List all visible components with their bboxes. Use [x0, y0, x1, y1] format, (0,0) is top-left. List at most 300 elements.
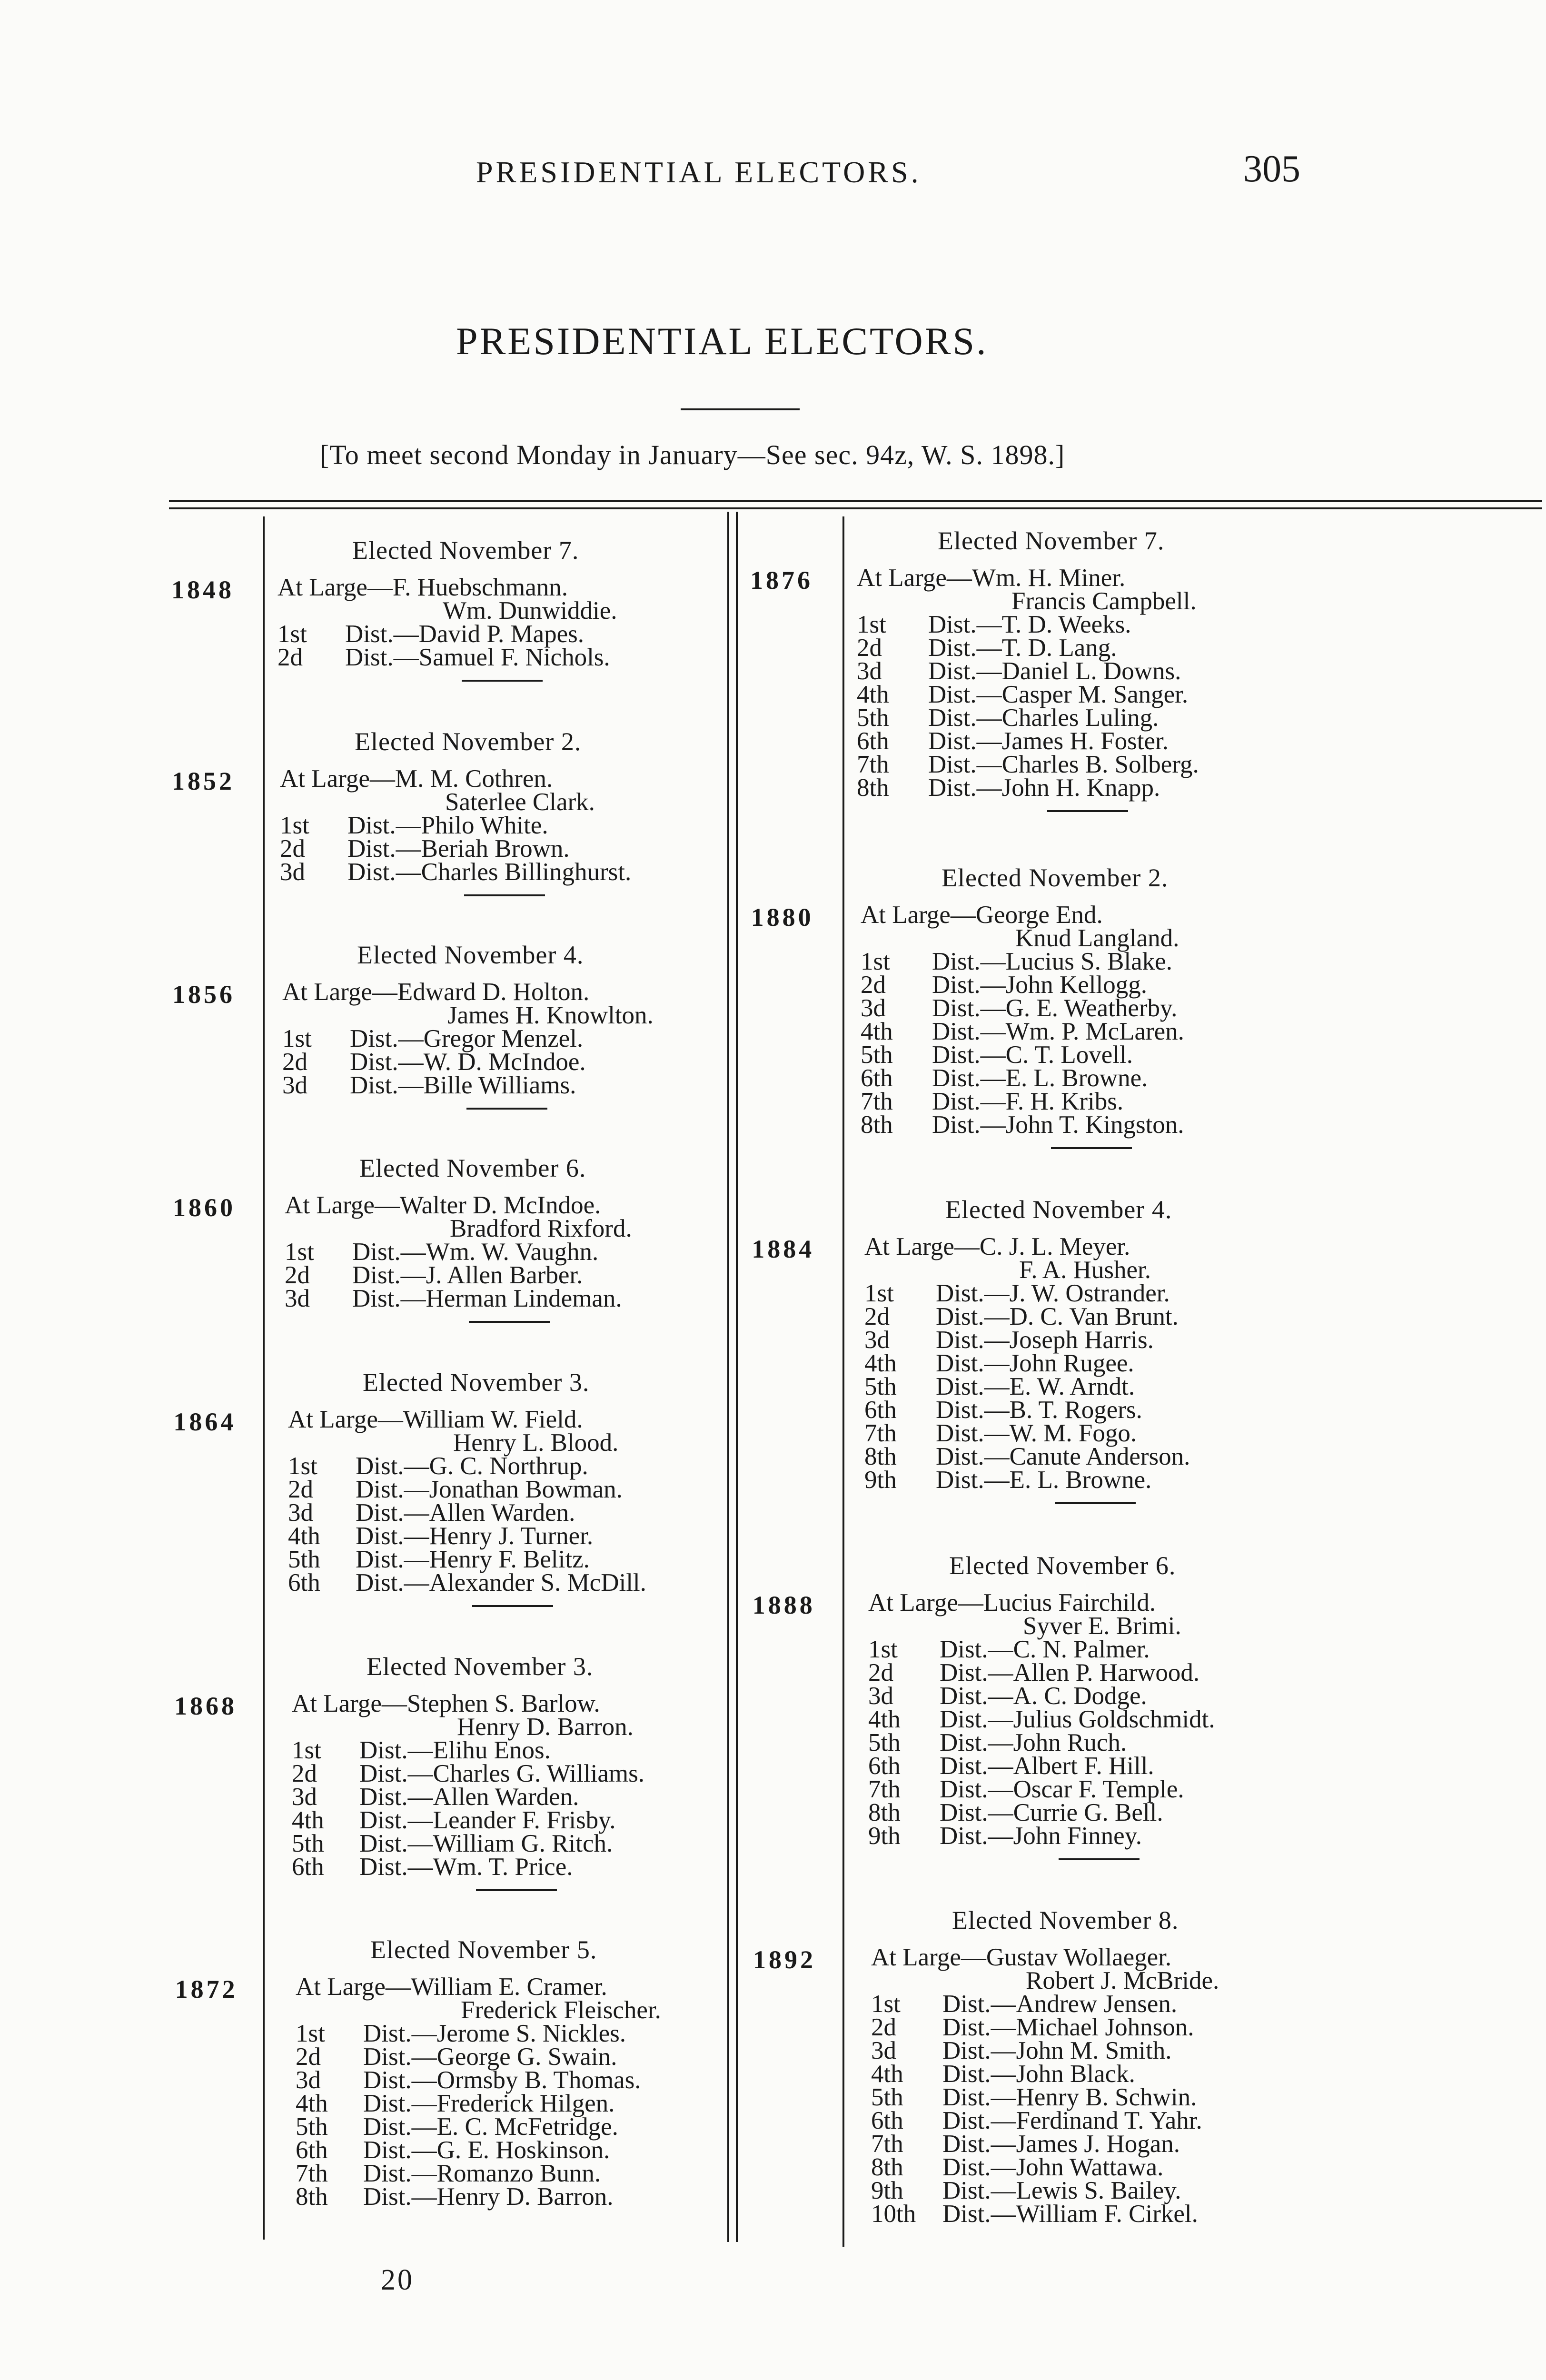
at-large-row [857, 587, 1199, 615]
top-double-rule-upper [169, 500, 1542, 502]
district-row [861, 994, 1184, 1022]
at-large-elector: Henry D. Barron. [457, 1713, 634, 1741]
district-row [861, 1064, 1184, 1092]
district-number: 2d [292, 1760, 317, 1787]
district-elector: Dist.—Bille Williams. [350, 1071, 576, 1099]
district-elector: Dist.—C. N. Palmer. [940, 1636, 1150, 1663]
district-number: 9th [864, 1466, 897, 1494]
district-elector: Dist.—E. L. Browne. [936, 1466, 1152, 1494]
election-heading: Elected November 6. [359, 1154, 586, 1182]
district-row [282, 1071, 654, 1099]
district-row [861, 1090, 1184, 1113]
district-row [868, 1682, 1215, 1710]
district-row [864, 1349, 1190, 1377]
center-divider-left [727, 512, 729, 2242]
at-large-row [857, 566, 1199, 590]
district-elector: Dist.—Wm. P. McLaren. [932, 1018, 1184, 1045]
district-row [864, 1398, 1190, 1422]
at-large-label: At Large— [282, 978, 397, 1006]
district-row [857, 776, 1199, 800]
district-elector: Dist.—E. L. Browne. [932, 1064, 1148, 1092]
district-number: 9th [868, 1822, 901, 1850]
district-number: 4th [296, 2090, 328, 2117]
at-large-label: At Large— [861, 901, 976, 929]
district-elector: Dist.—Ormsby B. Thomas. [363, 2066, 641, 2094]
at-large-label: At Large— [288, 1406, 403, 1433]
at-large-label: At Large— [868, 1589, 983, 1616]
signature-mark: 20 [381, 2264, 414, 2296]
district-elector: Dist.—Wm. T. Price. [359, 1853, 573, 1881]
at-large-row [296, 1975, 661, 1999]
district-row [288, 1501, 646, 1525]
page-title: PRESIDENTIAL ELECTORS. [456, 319, 988, 363]
district-row [292, 1855, 644, 1879]
district-elector: Dist.—William G. Ritch. [359, 1830, 613, 1857]
at-large-row [868, 1612, 1215, 1640]
district-elector: Dist.—John H. Knapp. [928, 774, 1160, 802]
district-number: 2d [285, 1261, 310, 1289]
district-elector: Dist.—Ferdinand T. Yahr. [942, 2107, 1202, 2134]
district-elector: Dist.—Romanzo Bunn. [363, 2160, 601, 2187]
at-large-elector: William E. Cramer. [410, 1973, 607, 2001]
district-row [296, 2022, 661, 2045]
election-heading: Elected November 8. [952, 1906, 1179, 1934]
district-row [282, 1048, 654, 1076]
district-number: 1st [280, 812, 309, 839]
election-year: 1868 [174, 1692, 237, 1720]
district-number: 2d [861, 971, 886, 999]
district-row [296, 2066, 661, 2094]
section-rule [466, 1108, 547, 1110]
at-large-elector: Frederick Fleischer. [461, 1996, 661, 2024]
district-elector: Dist.—Henry B. Schwin. [942, 2083, 1197, 2111]
at-large-label: At Large— [277, 574, 393, 601]
district-elector: Dist.—William F. Cirkel. [942, 2200, 1198, 2228]
district-elector: Dist.—G. C. Northrup. [356, 1452, 588, 1480]
district-row [857, 706, 1199, 730]
district-elector: Dist.—Albert F. Hill. [940, 1752, 1154, 1780]
district-number: 6th [861, 1064, 893, 1092]
district-row [288, 1571, 646, 1595]
district-number: 1st [861, 948, 890, 975]
district-number: 3d [288, 1499, 313, 1527]
district-number: 7th [871, 2130, 903, 2158]
section-rule [472, 1605, 553, 1607]
election-year: 1892 [753, 1945, 816, 1974]
district-row [871, 2013, 1219, 2041]
election-heading: Elected November 3. [363, 1368, 590, 1397]
district-row [292, 1736, 644, 1764]
district-row [292, 1806, 644, 1834]
at-large-label: At Large— [296, 1973, 411, 2001]
district-number: 8th [296, 2183, 328, 2211]
district-elector: Dist.—D. C. Van Brunt. [936, 1303, 1179, 1330]
election-year: 1876 [750, 566, 813, 595]
district-number: 2d [868, 1659, 893, 1686]
district-row [861, 973, 1184, 997]
district-number: 7th [857, 751, 889, 778]
at-large-elector: F. A. Husher. [1019, 1256, 1151, 1284]
district-elector: Dist.—Allen Warden. [356, 1499, 575, 1527]
district-number: 5th [868, 1729, 901, 1756]
at-large-elector: Knud Langland. [1015, 924, 1179, 952]
district-elector: Dist.—Currie G. Bell. [940, 1799, 1163, 1826]
election-year: 1856 [172, 980, 235, 1009]
district-number: 3d [861, 994, 886, 1022]
district-elector: Dist.—Alexander S. McDill. [356, 1569, 646, 1597]
district-number: 5th [857, 704, 889, 732]
at-large-row [864, 1256, 1190, 1284]
district-row [864, 1375, 1190, 1398]
at-large-elector: Wm. Dunwiddie. [443, 597, 617, 625]
district-number: 6th [857, 727, 889, 755]
district-row [864, 1419, 1190, 1447]
district-number: 1st [288, 1452, 317, 1480]
district-elector: Dist.—Jonathan Bowman. [356, 1476, 623, 1503]
district-elector: Dist.—Jerome S. Nickles. [363, 2020, 626, 2047]
district-number: 3d [868, 1682, 893, 1710]
district-number: 6th [868, 1752, 901, 1780]
district-row [871, 2202, 1219, 2226]
district-row [292, 1832, 644, 1855]
electors-list [296, 1975, 661, 2209]
district-elector: Dist.—Michael Johnson. [942, 2013, 1194, 2041]
district-elector: Dist.—John T. Kingston. [932, 1111, 1184, 1139]
at-large-elector: William W. Field. [403, 1406, 583, 1433]
electors-list [871, 1946, 1219, 2226]
district-elector: Dist.—Joseph Harris. [936, 1326, 1154, 1354]
at-large-label: At Large— [864, 1233, 980, 1260]
election-heading: Elected November 4. [945, 1195, 1172, 1224]
subtitle-note: [To meet second Monday in January—See sec. 94z, W. S. 1898.] [320, 439, 1065, 470]
district-row [857, 727, 1199, 755]
at-large-elector: Francis Campbell. [1011, 587, 1197, 615]
at-large-row [280, 767, 631, 791]
district-elector: Dist.—John Rugee. [936, 1349, 1134, 1377]
district-elector: Dist.—Julius Goldschmidt. [940, 1706, 1215, 1733]
section-rule [1055, 1502, 1136, 1504]
district-elector: Dist.—Lewis S. Bailey. [942, 2177, 1181, 2204]
district-row [871, 2109, 1219, 2132]
district-elector: Dist.—Allen Warden. [359, 1783, 579, 1811]
electors-list [292, 1692, 644, 1879]
district-elector: Dist.—Henry J. Turner. [356, 1522, 594, 1550]
electors-list [868, 1591, 1215, 1848]
district-row [868, 1801, 1215, 1825]
district-row [857, 657, 1199, 685]
district-elector: Dist.—James H. Foster. [928, 727, 1169, 755]
district-row [292, 1785, 644, 1809]
district-number: 4th [868, 1706, 901, 1733]
district-number: 1st [277, 620, 307, 648]
election-year: 1852 [172, 767, 235, 795]
at-large-elector: Stephen S. Barlow. [406, 1690, 600, 1717]
district-row [282, 1027, 654, 1051]
district-elector: Dist.—Charles B. Solberg. [928, 751, 1199, 778]
district-row [280, 814, 631, 837]
district-row [280, 837, 631, 861]
district-elector: Dist.—W. M. Fogo. [936, 1419, 1137, 1447]
district-row [296, 2162, 661, 2185]
district-elector: Dist.—John Black. [942, 2060, 1135, 2088]
district-number: 1st [864, 1279, 894, 1307]
district-number: 6th [864, 1396, 897, 1424]
at-large-elector: George End. [975, 901, 1103, 929]
at-large-label: At Large— [280, 765, 395, 793]
at-large-elector: Walter D. McIndoe. [399, 1191, 601, 1219]
district-row [864, 1279, 1190, 1307]
district-number: 7th [861, 1088, 893, 1115]
at-large-row [277, 599, 617, 623]
at-large-row [864, 1235, 1190, 1259]
district-row [296, 2092, 661, 2115]
district-elector: Dist.—John M. Smith. [942, 2037, 1172, 2064]
district-elector: Dist.—John Kellogg. [932, 971, 1147, 999]
at-large-elector: M. M. Cothren. [395, 765, 553, 793]
section-rule [1047, 810, 1128, 812]
district-row [285, 1287, 632, 1310]
district-number: 1st [296, 2020, 325, 2047]
district-row [871, 2039, 1219, 2063]
district-elector: Dist.—Elihu Enos. [359, 1736, 551, 1764]
district-number: 8th [861, 1111, 893, 1139]
district-number: 2d [277, 644, 303, 671]
district-number: 8th [868, 1799, 901, 1826]
at-large-elector: C. J. L. Meyer. [979, 1233, 1130, 1260]
election-year: 1864 [173, 1408, 237, 1436]
at-large-row [288, 1408, 646, 1431]
district-row [288, 1452, 646, 1480]
district-number: 3d [871, 2037, 896, 2064]
right-year-divider [842, 516, 844, 2247]
at-large-row [871, 1969, 1219, 1993]
district-elector: Dist.—A. C. Dodge. [940, 1682, 1147, 1710]
at-large-row [277, 576, 617, 599]
at-large-elector: Gustav Wollaeger. [986, 1944, 1172, 1971]
at-large-label: At Large— [871, 1944, 986, 1971]
district-number: 1st [292, 1736, 321, 1764]
electors-list [277, 576, 617, 669]
district-elector: Dist.—John Ruch. [940, 1729, 1127, 1756]
district-elector: Dist.—John Finney. [940, 1822, 1142, 1850]
district-row [857, 636, 1199, 660]
district-elector: Dist.—G. E. Weatherby. [932, 994, 1178, 1022]
district-number: 1st [868, 1636, 898, 1663]
district-elector: Dist.—Casper M. Sanger. [928, 681, 1189, 708]
section-rule [469, 1321, 550, 1323]
section-rule [476, 1889, 557, 1891]
district-elector: Dist.—Herman Lindeman. [352, 1285, 622, 1312]
at-large-row [280, 788, 631, 816]
district-elector: Dist.—J. W. Ostrander. [936, 1279, 1170, 1307]
district-elector: Dist.—F. H. Kribs. [932, 1088, 1124, 1115]
district-number: 7th [864, 1419, 897, 1447]
district-number: 3d [292, 1783, 317, 1811]
at-large-row [292, 1713, 644, 1741]
district-row [288, 1478, 646, 1501]
election-heading: Elected November 3. [367, 1652, 594, 1681]
electors-list [288, 1408, 646, 1595]
district-number: 1st [282, 1025, 312, 1052]
center-divider-right [736, 512, 738, 2242]
district-elector: Dist.—B. T. Rogers. [936, 1396, 1142, 1424]
district-elector: Dist.—Lucius S. Blake. [932, 948, 1172, 975]
election-heading: Elected November 2. [941, 863, 1169, 892]
district-elector: Dist.—Beriah Brown. [347, 835, 570, 863]
district-elector: Dist.—John Wattawa. [942, 2153, 1164, 2181]
election-year: 1872 [175, 1975, 238, 2003]
district-elector: Dist.—C. T. Lovell. [932, 1041, 1133, 1069]
district-number: 2d [288, 1476, 313, 1503]
district-number: 2d [857, 634, 882, 662]
district-elector: Dist.—Samuel F. Nichols. [345, 644, 610, 671]
district-row [868, 1731, 1215, 1755]
at-large-elector: James H. Knowlton. [447, 1002, 654, 1029]
district-number: 3d [285, 1285, 310, 1312]
district-elector: Dist.—Leander F. Frisby. [359, 1806, 616, 1834]
district-elector: Dist.—Wm. W. Vaughn. [352, 1238, 599, 1266]
district-number: 6th [292, 1853, 324, 1881]
district-row [871, 2060, 1219, 2088]
election-heading: Elected November 4. [357, 941, 584, 969]
district-number: 4th [292, 1806, 324, 1834]
at-large-row [285, 1191, 632, 1219]
district-elector: Dist.—Daniel L. Downs. [928, 657, 1181, 685]
district-row [861, 1020, 1184, 1043]
election-heading: Elected November 2. [355, 727, 582, 756]
district-row [868, 1752, 1215, 1780]
district-row [296, 2045, 661, 2069]
district-row [868, 1638, 1215, 1661]
district-row [296, 2115, 661, 2139]
district-row [871, 2083, 1219, 2111]
district-elector: Dist.—E. W. Arndt. [936, 1373, 1135, 1400]
district-number: 7th [868, 1775, 901, 1803]
district-elector: Dist.—Canute Anderson. [936, 1443, 1190, 1470]
district-row [292, 1762, 644, 1785]
left-year-divider [263, 516, 265, 2240]
district-row [871, 2132, 1219, 2156]
district-elector: Dist.—Andrew Jensen. [942, 1990, 1178, 2018]
electors-list [282, 978, 654, 1099]
district-number: 5th [296, 2113, 328, 2141]
at-large-row [861, 924, 1184, 952]
district-number: 4th [288, 1522, 320, 1550]
election-year: 1880 [751, 903, 814, 932]
district-row [868, 1708, 1215, 1731]
district-row [864, 1326, 1190, 1354]
district-number: 5th [292, 1830, 324, 1857]
district-number: 4th [871, 2060, 903, 2088]
district-number: 6th [288, 1569, 320, 1597]
district-number: 1st [857, 611, 886, 638]
district-row [864, 1445, 1190, 1468]
at-large-elector: Henry L. Blood. [453, 1429, 619, 1457]
district-number: 3d [864, 1326, 890, 1354]
district-number: 5th [871, 2083, 903, 2111]
district-number: 5th [288, 1546, 320, 1573]
district-number: 6th [296, 2136, 328, 2164]
district-number: 10th [871, 2200, 916, 2228]
at-large-row [282, 978, 654, 1006]
district-row [277, 620, 617, 648]
at-large-row [285, 1217, 632, 1240]
district-row [871, 2153, 1219, 2181]
at-large-elector: F. Huebschmann. [392, 574, 568, 601]
district-number: 2d [871, 2013, 896, 2041]
district-number: 3d [296, 2066, 321, 2094]
election-year: 1860 [173, 1193, 236, 1222]
district-number: 3d [280, 858, 305, 886]
district-elector: Dist.—Henry D. Barron. [363, 2183, 614, 2211]
district-number: 8th [871, 2153, 903, 2181]
district-row [871, 1990, 1219, 2018]
district-elector: Dist.—G. E. Hoskinson. [363, 2136, 610, 2164]
district-number: 5th [861, 1041, 893, 1069]
election-heading: Elected November 7. [938, 526, 1165, 555]
district-number: 2d [296, 2043, 321, 2071]
at-large-elector: Saterlee Clark. [445, 788, 595, 816]
election-year: 1884 [752, 1235, 815, 1263]
running-header-title: PRESIDENTIAL ELECTORS. [476, 155, 922, 189]
district-row [857, 753, 1199, 776]
district-row [288, 1522, 646, 1550]
district-number: 2d [280, 835, 305, 863]
district-row [868, 1822, 1215, 1850]
district-elector: Dist.—J. Allen Barber. [352, 1261, 583, 1289]
district-number: 2d [864, 1303, 890, 1330]
district-number: 7th [296, 2160, 328, 2187]
district-row [296, 2136, 661, 2164]
district-elector: Dist.—George G. Swain. [363, 2043, 617, 2071]
at-large-row [871, 1946, 1219, 1969]
electors-list [864, 1235, 1190, 1492]
electors-list [857, 566, 1199, 800]
election-heading: Elected November 5. [370, 1935, 597, 1964]
district-row [280, 858, 632, 886]
district-elector: Dist.—W. D. McIndoe. [350, 1048, 586, 1076]
district-row [296, 2185, 661, 2209]
district-elector: Dist.—E. C. McFetridge. [363, 2113, 618, 2141]
district-elector: Dist.—Frederick Hilgen. [363, 2090, 615, 2117]
election-year: 1848 [171, 575, 234, 604]
district-row [857, 613, 1199, 636]
district-row [864, 1305, 1190, 1329]
district-row [285, 1240, 632, 1264]
district-row [868, 1661, 1215, 1685]
title-rule [681, 408, 800, 410]
district-number: 9th [871, 2177, 903, 2204]
district-row [861, 1043, 1184, 1067]
district-row [861, 1113, 1184, 1137]
election-year: 1888 [752, 1591, 815, 1619]
at-large-elector: Wm. H. Miner. [971, 564, 1126, 592]
election-heading: Elected November 7. [352, 536, 579, 565]
district-number: 3d [857, 657, 882, 685]
district-row [285, 1261, 632, 1289]
district-row [864, 1468, 1190, 1492]
at-large-row [861, 903, 1184, 927]
district-elector: Dist.—Henry F. Belitz. [356, 1546, 590, 1573]
district-elector: Dist.—Charles Luling. [928, 704, 1159, 732]
district-elector: Dist.—Allen P. Harwood. [940, 1659, 1200, 1686]
at-large-elector: Bradford Rixford. [450, 1215, 632, 1242]
top-double-rule-lower [169, 507, 1542, 509]
district-row [288, 1548, 646, 1571]
district-number: 1st [285, 1238, 314, 1266]
at-large-elector: Lucius Fairchild. [983, 1589, 1156, 1616]
at-large-label: At Large— [285, 1191, 400, 1219]
